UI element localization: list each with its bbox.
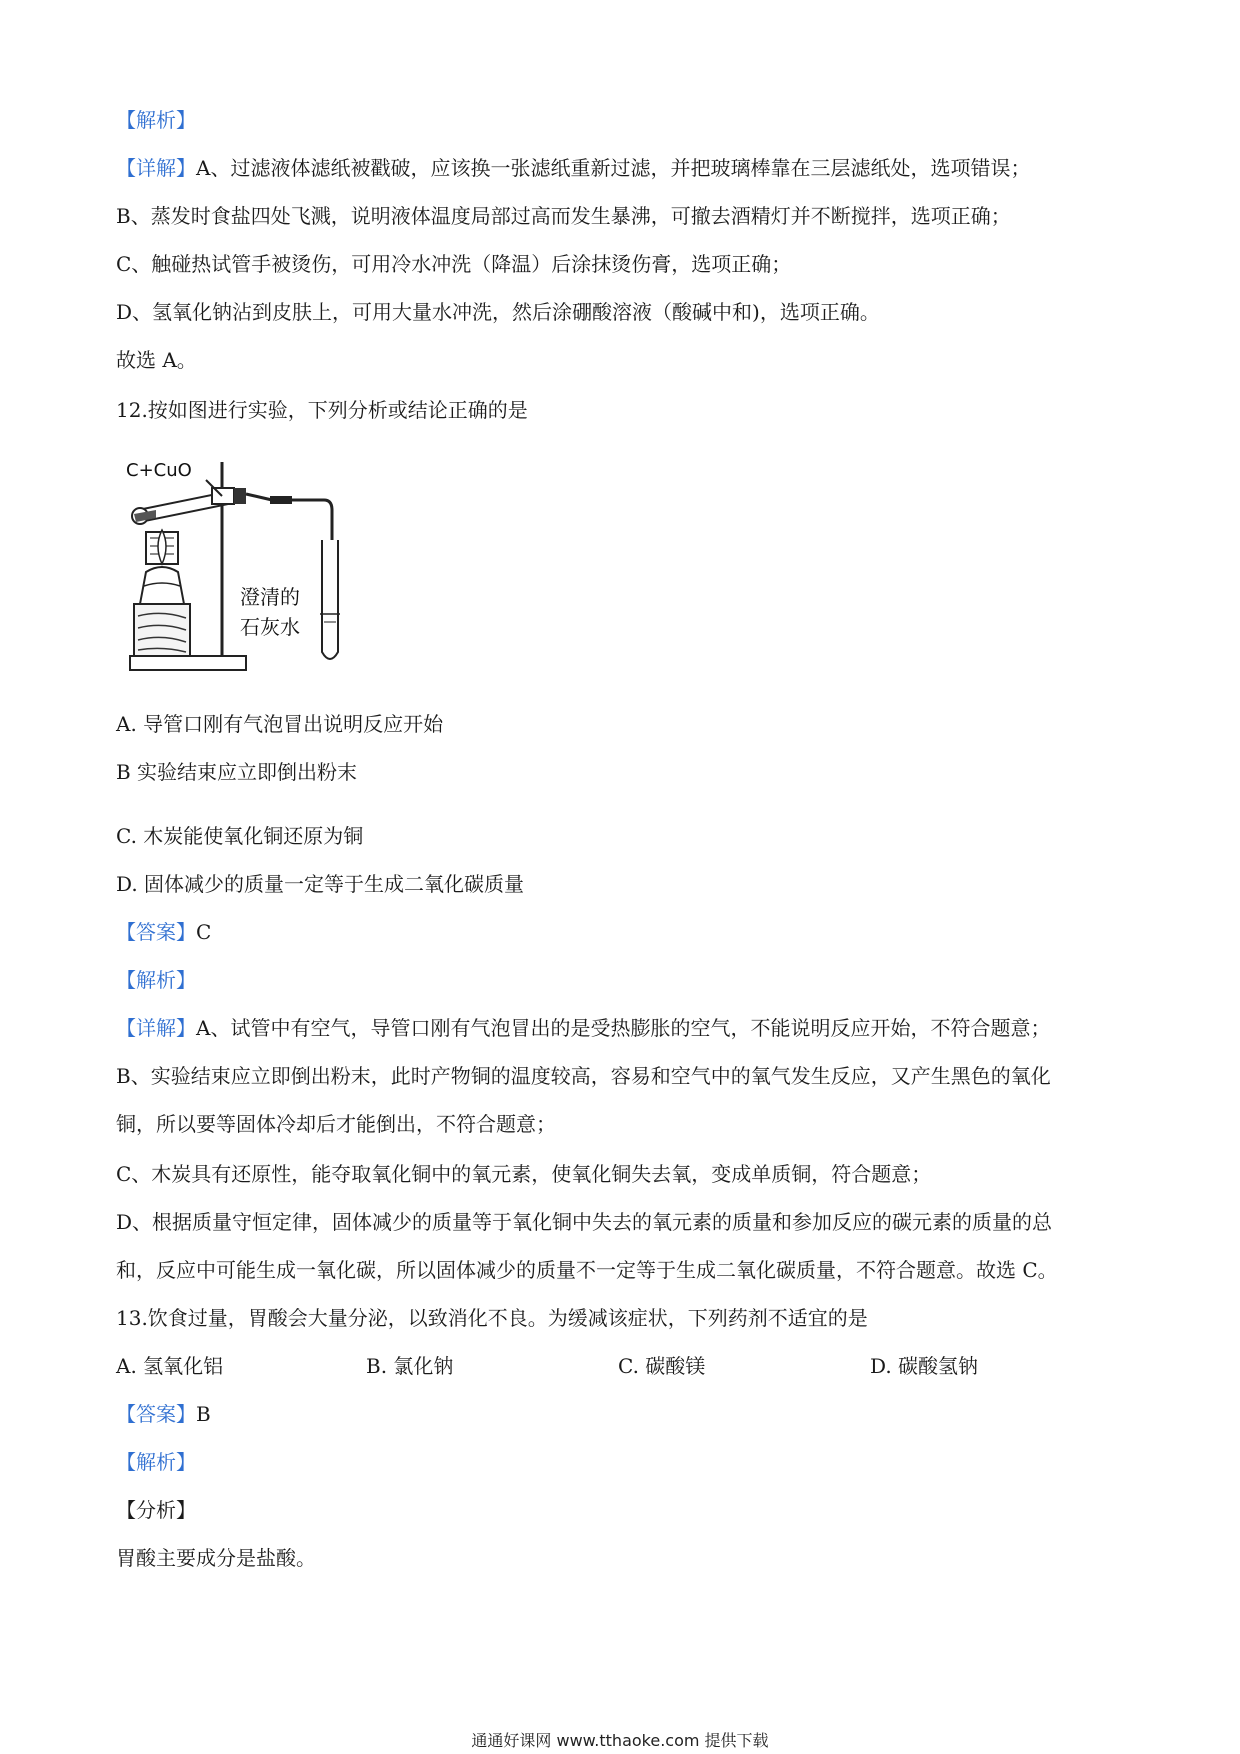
- q12-detail-a-text: A、试管中有空气，导管口刚有气泡冒出的是受热膨胀的空气，不能说明反应开始，不符合题意；: [196, 1016, 1051, 1040]
- q13-analysis-heading: 【解析】: [116, 1450, 196, 1474]
- q12-analysis-heading: 【解析】: [116, 968, 196, 992]
- q13-stem: 13.饮食过量，胃酸会大量分泌，以致消化不良。为缓减该症状，下列药剂不适宜的是: [116, 1306, 868, 1330]
- label-reactants: C+CuO: [126, 460, 192, 481]
- page-footer: 通通好课网 www.tthaoke.com 提供下载: [471, 1731, 769, 1750]
- stopper: [234, 488, 246, 504]
- q12-stem: 12.按如图进行实验，下列分析或结论正确的是: [116, 398, 528, 422]
- q12-detail-b-line1: B、实验结束应立即倒出粉末，此时产物铜的温度较高，容易和空气中的氧气发生反应，又产生黑色的氧化: [116, 1064, 1051, 1088]
- q13-option-c: C. 碳酸镁: [618, 1354, 706, 1378]
- q12-option-a: A. 导管口刚有气泡冒出说明反应开始: [116, 712, 444, 736]
- label-limewater-line1: 澄清的: [240, 585, 300, 609]
- q13-answer: [116, 1400, 211, 1428]
- q12-detail-c: C、木炭具有还原性，能夺取氧化铜中的氧元素，使氧化铜失去氧，变成单质铜，符合题意；: [116, 1162, 932, 1186]
- q13-fenxi-heading: 【分析】: [116, 1498, 196, 1522]
- label-limewater-line2: 石灰水: [240, 615, 300, 639]
- detail-paragraph-a: [116, 154, 1030, 182]
- q12-option-b: B 实验结束应立即倒出粉末: [116, 760, 358, 784]
- detail-b: B、蒸发时食盐四处飞溅，说明液体温度局部过高而发生暴沸，可撤去酒精灯并不断搅拌，选项正确；: [116, 204, 1011, 228]
- q12-option-d: D. 固体减少的质量一定等于生成二氧化碳质量: [116, 872, 525, 896]
- q12-detail-heading: 【详解】: [116, 1016, 196, 1040]
- answer-heading: 【答案】: [116, 920, 196, 944]
- q12-detail-b-line2: 铜，所以要等固体冷却后才能倒出，不符合题意；: [116, 1112, 556, 1136]
- analysis-heading: 【解析】: [116, 108, 196, 132]
- stand-base: [130, 656, 246, 670]
- experiment-apparatus-figure: [126, 454, 386, 674]
- detail-heading: 【详解】: [116, 156, 196, 180]
- receiving-test-tube: [322, 540, 338, 659]
- q12-option-c: C. 木炭能使氧化铜还原为铜: [116, 824, 364, 848]
- q13-option-b: B. 氯化钠: [366, 1354, 454, 1378]
- q13-option-a: A. 氢氧化铝: [116, 1354, 224, 1378]
- q13-analysis-text: 胃酸主要成分是盐酸。: [116, 1546, 316, 1570]
- q13-answer-heading: 【答案】: [116, 1402, 196, 1426]
- q12-detail-d-line2: 和，反应中可能生成一氧化碳，所以固体减少的质量不一定等于生成二氧化碳质量，不符合题意。故选 C。: [116, 1258, 1058, 1282]
- q13-answer-value: B: [196, 1402, 211, 1426]
- answer-value: C: [196, 920, 212, 944]
- detail-d: D、氢氧化钠沾到皮肤上，可用大量水冲洗，然后涂硼酸溶液（酸碱中和)，选项正确。: [116, 300, 880, 324]
- detail-c: C、触碰热试管手被烫伤，可用冷水冲洗（降温）后涂抹烫伤膏，选项正确；: [116, 252, 792, 276]
- q12-answer: [116, 918, 211, 946]
- q12-detail-d-line1: D、根据质量守恒定律，固体减少的质量等于氧化铜中失去的氧元素的质量和参加反应的碳元素的质量的总: [116, 1210, 1053, 1234]
- rubber-connector: [270, 496, 292, 504]
- q12-detail-a: [116, 1014, 1050, 1042]
- conclusion: 故选 A。: [116, 348, 197, 372]
- detail-a-text: A、过滤液体滤纸被戳破，应该换一张滤纸重新过滤，并把玻璃棒靠在三层滤纸处，选项错误；: [196, 156, 1031, 180]
- q13-option-d: D. 碳酸氢钠: [870, 1354, 979, 1378]
